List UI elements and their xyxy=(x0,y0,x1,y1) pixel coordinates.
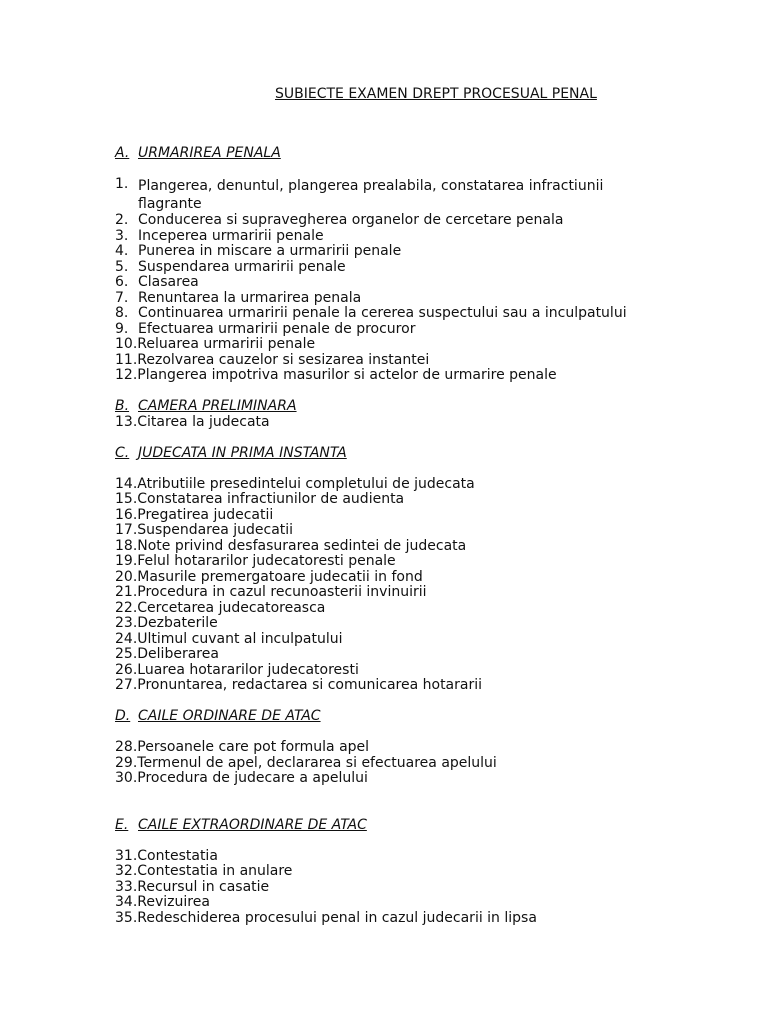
list-item xyxy=(115,849,675,865)
item-number: 26. xyxy=(115,661,138,678)
item-text: Punerea in miscare a urmaririi penale xyxy=(138,243,402,259)
list-item xyxy=(115,771,675,787)
item-text: Luarea hotararilor judecatoresti xyxy=(137,661,359,678)
item-text: Plangerea impotriva masurilor si actelor de urmarire penale xyxy=(137,367,557,383)
item-text: Ultimul cuvant al inculpatului xyxy=(137,630,343,647)
list-item xyxy=(115,368,675,384)
item-text: Procedura in cazul recunoasterii invinuirii xyxy=(137,584,427,600)
item-number: 35. xyxy=(115,909,138,926)
list-item xyxy=(115,864,675,880)
list-item xyxy=(115,740,675,756)
item-text: Clasarea xyxy=(138,274,199,290)
list-item xyxy=(115,880,675,896)
list-item xyxy=(115,260,675,276)
list-item xyxy=(115,911,675,927)
item-number: 25. xyxy=(115,646,138,662)
item-number: 16. xyxy=(115,506,138,523)
item-text: Atributiile presedintelui completului de judecata xyxy=(137,475,475,492)
item-text: Deliberarea xyxy=(137,646,219,662)
item-text: Contestatia xyxy=(137,847,218,864)
item-number: 2. xyxy=(115,212,129,228)
list-item xyxy=(115,508,675,524)
list-item xyxy=(115,663,675,679)
section-letter: A. xyxy=(115,145,130,161)
list-item xyxy=(115,570,675,586)
list-item xyxy=(115,477,675,493)
item-number: 14. xyxy=(115,475,138,492)
list-item xyxy=(115,337,675,353)
item-number: 8. xyxy=(115,305,129,321)
item-text: Note privind desfasurarea sedintei de judecata xyxy=(137,537,467,554)
item-text: Rezolvarea cauzelor si sesizarea instantei xyxy=(137,351,430,368)
item-text: Felul hotararilor judecatoresti penale xyxy=(137,553,396,569)
section-title: CAMERA PRELIMINARA xyxy=(138,398,297,414)
section-title: JUDECATA IN PRIMA INSTANTA xyxy=(138,444,347,461)
item-text: Masurile premergatoare judecatii in fond xyxy=(137,568,423,585)
item-text: Inceperea urmaririi penale xyxy=(138,227,324,244)
section-camera-preliminara xyxy=(115,399,675,430)
item-number: 17. xyxy=(115,522,138,538)
list-item xyxy=(115,585,675,601)
item-number: 4. xyxy=(115,243,129,259)
item-number: 21. xyxy=(115,584,138,600)
section-letter: B. xyxy=(115,398,130,414)
item-number: 18. xyxy=(115,537,138,554)
list-item xyxy=(115,895,675,911)
item-text: Cercetarea judecatoreasca xyxy=(137,599,326,616)
item-number: 15. xyxy=(115,491,138,507)
item-text: Constatarea infractiunilor de audienta xyxy=(137,491,405,507)
section-letter: D. xyxy=(115,708,131,724)
page-title: SUBIECTE EXAMEN DREPT PROCESUAL PENAL xyxy=(275,86,597,102)
item-number: 6. xyxy=(115,274,129,290)
item-number: 3. xyxy=(115,227,129,244)
item-text: Dezbaterile xyxy=(137,615,218,631)
section-title: CAILE EXTRAORDINARE DE ATAC xyxy=(138,816,367,833)
list-item xyxy=(115,539,675,555)
item-number: 33. xyxy=(115,878,138,895)
section-letter: E. xyxy=(115,816,129,833)
list-item xyxy=(115,554,675,570)
list-item xyxy=(115,213,675,229)
item-text: Reluarea urmaririi penale xyxy=(137,336,316,352)
section-heading xyxy=(115,709,675,725)
item-text: Continuarea urmaririi penale la cererea suspectului sau a inculpatului xyxy=(138,305,627,321)
list-item xyxy=(115,632,675,648)
section-heading xyxy=(115,818,675,834)
section-heading xyxy=(115,446,675,462)
item-number: 11. xyxy=(115,351,138,368)
item-number: 27. xyxy=(115,677,138,693)
item-text: Contestatia in anulare xyxy=(137,863,293,879)
item-text: Plangerea, denuntul, plangerea prealabila, constatarea infractiunii flagrante xyxy=(138,178,604,212)
item-number: 24. xyxy=(115,630,138,647)
item-text: Termenul de apel, declararea si efectuarea apelului xyxy=(137,754,497,771)
item-text: Suspendarea urmaririi penale xyxy=(138,258,346,275)
list-item xyxy=(115,322,675,338)
list-item xyxy=(115,415,675,431)
section-caile-ordinare-de-atac xyxy=(115,709,675,787)
item-number: 31. xyxy=(115,847,138,864)
section-heading xyxy=(115,399,675,415)
item-number: 9. xyxy=(115,320,129,337)
item-number: 29. xyxy=(115,754,138,771)
section-heading xyxy=(115,146,675,162)
item-text: Pregatirea judecatii xyxy=(137,506,274,523)
item-text: Recursul in casatie xyxy=(137,878,270,895)
list-item xyxy=(115,492,675,508)
item-text: Conducerea si supravegherea organelor de cercetare penala xyxy=(138,212,564,228)
item-text: Efectuarea urmaririi penale de procuror xyxy=(138,320,416,337)
list-item xyxy=(115,291,675,307)
section-title: URMARIREA PENALA xyxy=(138,145,281,161)
item-number: 19. xyxy=(115,553,138,569)
list-item xyxy=(115,275,675,291)
item-text: Procedura de judecare a apelului xyxy=(137,770,368,786)
item-number: 22. xyxy=(115,599,138,616)
item-text: Citarea la judecata xyxy=(137,413,270,430)
item-number: 34. xyxy=(115,894,138,910)
item-number: 30. xyxy=(115,770,138,786)
list-item xyxy=(115,244,675,260)
section-urmarirea-penala xyxy=(115,146,675,384)
item-number: 10. xyxy=(115,336,138,352)
item-text: Pronuntarea, redactarea si comunicarea hotararii xyxy=(137,677,483,693)
section-judecata-prima-instanta xyxy=(115,446,675,694)
list-item xyxy=(115,647,675,663)
item-number: 13. xyxy=(115,413,138,430)
item-number: 20. xyxy=(115,568,138,585)
list-item xyxy=(115,678,675,694)
item-number: 23. xyxy=(115,615,138,631)
item-text: Revizuirea xyxy=(137,894,210,910)
item-text: Persoanele care pot formula apel xyxy=(137,739,370,755)
item-number: 7. xyxy=(115,289,129,306)
list-item xyxy=(115,756,675,772)
document-body xyxy=(115,146,675,926)
list-item xyxy=(115,523,675,539)
section-letter: C. xyxy=(115,444,130,461)
list-item xyxy=(115,616,675,632)
item-text: Redeschiderea procesului penal in cazul judecarii in lipsa xyxy=(137,909,537,926)
item-text: Suspendarea judecatii xyxy=(137,522,294,538)
list-item xyxy=(115,353,675,369)
item-number: 28. xyxy=(115,739,138,755)
list-item xyxy=(115,306,675,322)
list-item xyxy=(115,601,675,617)
section-caile-extraordinare-de-atac xyxy=(115,818,675,927)
item-number: 5. xyxy=(115,258,129,275)
list-item xyxy=(115,177,675,213)
section-title: CAILE ORDINARE DE ATAC xyxy=(138,708,321,724)
list-item xyxy=(115,229,675,245)
item-number: 12. xyxy=(115,367,138,383)
item-text: Renuntarea la urmarirea penala xyxy=(138,289,362,306)
item-number: 32. xyxy=(115,863,138,879)
item-number: 1. xyxy=(115,176,129,192)
